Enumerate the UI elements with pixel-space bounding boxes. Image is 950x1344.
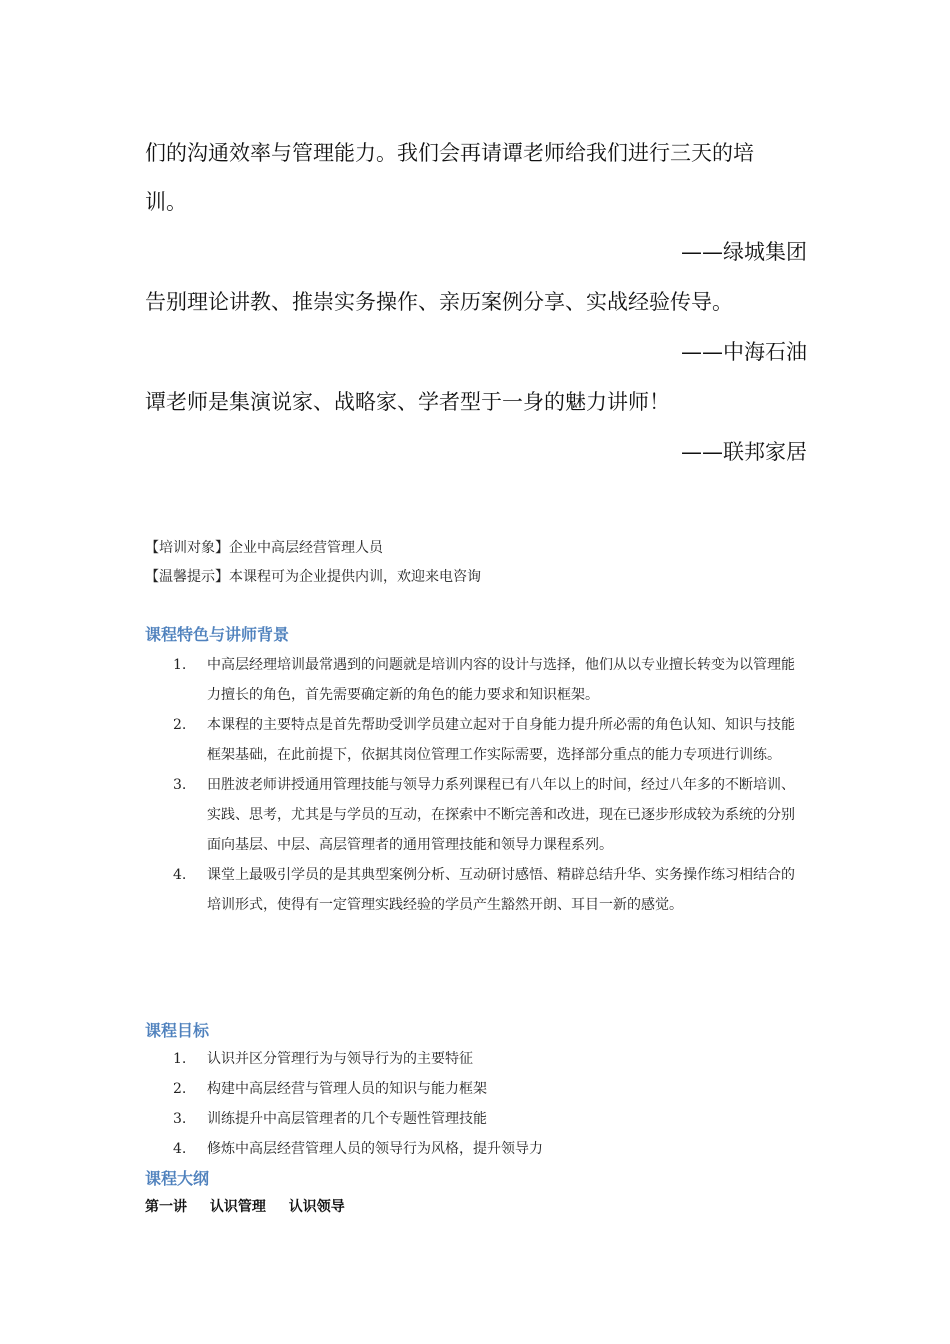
- testimonial-signature: ——绿城集团: [681, 240, 807, 264]
- testimonial-line: 训。: [145, 190, 187, 214]
- lecture-number: 第一讲: [145, 1199, 187, 1215]
- item-text: 构建中高层经营与管理人员的知识与能力框架: [207, 1081, 487, 1097]
- item-text: 修炼中高层经营管理人员的领导行为风格，提升领导力: [207, 1141, 543, 1157]
- course-info: [145, 534, 481, 592]
- item-number: 3.: [173, 1111, 187, 1127]
- list-item: [145, 650, 805, 710]
- warm-tip: 【温馨提示】本课程可为企业提供内训，欢迎来电咨询: [145, 569, 481, 585]
- item-number: 1.: [173, 657, 187, 673]
- item-number: 2.: [173, 1081, 187, 1097]
- item-number: 1.: [173, 1051, 187, 1067]
- list-item: [145, 1134, 805, 1164]
- item-number: 4.: [173, 1141, 187, 1157]
- testimonial-line: 们的沟通效率与管理能力。我们会再请谭老师给我们进行三天的培: [145, 141, 754, 165]
- item-text: 中高层经理培训最常遇到的问题就是培训内容的设计与选择，他们从以专业擅长转变为以管理能力擅长的角色，首先需要确定新的角色的能力要求和知识框架。: [207, 657, 795, 703]
- list-item: [145, 770, 805, 860]
- outline-heading: 课程大纲: [145, 1169, 210, 1188]
- features-list: [145, 650, 805, 920]
- lecture-part: 认识领导: [288, 1199, 345, 1215]
- features-heading: 课程特色与讲师背景: [145, 625, 290, 644]
- lecture-part: 认识管理: [209, 1199, 266, 1215]
- item-text: 课堂上最吸引学员的是其典型案例分析、互动研讨感悟、精辟总结升华、实务操作练习相结合的培训形式，使得有一定管理实践经验的学员产生豁然开朗、耳目一新的感觉。: [207, 867, 795, 913]
- item-text: 认识并区分管理行为与领导行为的主要特征: [207, 1051, 473, 1067]
- goals-list: [145, 1044, 805, 1164]
- list-item: [145, 1074, 805, 1104]
- list-item: [145, 1104, 805, 1134]
- testimonial-signature: ——中海石油: [681, 340, 807, 364]
- list-item: [145, 860, 805, 920]
- item-number: 4.: [173, 867, 187, 883]
- lecture-title: [145, 1196, 363, 1216]
- list-item: [145, 1044, 805, 1074]
- item-number: 2.: [173, 717, 187, 733]
- item-text: 本课程的主要特点是首先帮助受训学员建立起对于自身能力提升所必需的角色认知、知识与技能框架基础，在此前提下，依据其岗位管理工作实际需要，选择部分重点的能力专项进行训练。: [207, 717, 795, 763]
- testimonial-quote: 谭老师是集演说家、战略家、学者型于一身的魅力讲师！: [145, 390, 670, 414]
- testimonial-signature: ——联邦家居: [681, 440, 807, 464]
- goals-heading: 课程目标: [145, 1021, 210, 1040]
- testimonial-quote: 告别理论讲教、推崇实务操作、亲历案例分享、实战经验传导。: [145, 290, 733, 314]
- item-number: 3.: [173, 777, 187, 793]
- item-text: 训练提升中高层管理者的几个专题性管理技能: [207, 1111, 487, 1127]
- training-target: 【培训对象】企业中高层经营管理人员: [145, 540, 383, 556]
- testimonials: [145, 126, 807, 479]
- list-item: [145, 710, 805, 770]
- item-text: 田胜波老师讲授通用管理技能与领导力系列课程已有八年以上的时间，经过八年多的不断培训、实践、思考，尤其是与学员的互动，在探索中不断完善和改进，现在已逐步形成较为系统的分别面向基层、中层、高层管理者的通用管理技能和领导力课程系列。: [207, 777, 795, 853]
